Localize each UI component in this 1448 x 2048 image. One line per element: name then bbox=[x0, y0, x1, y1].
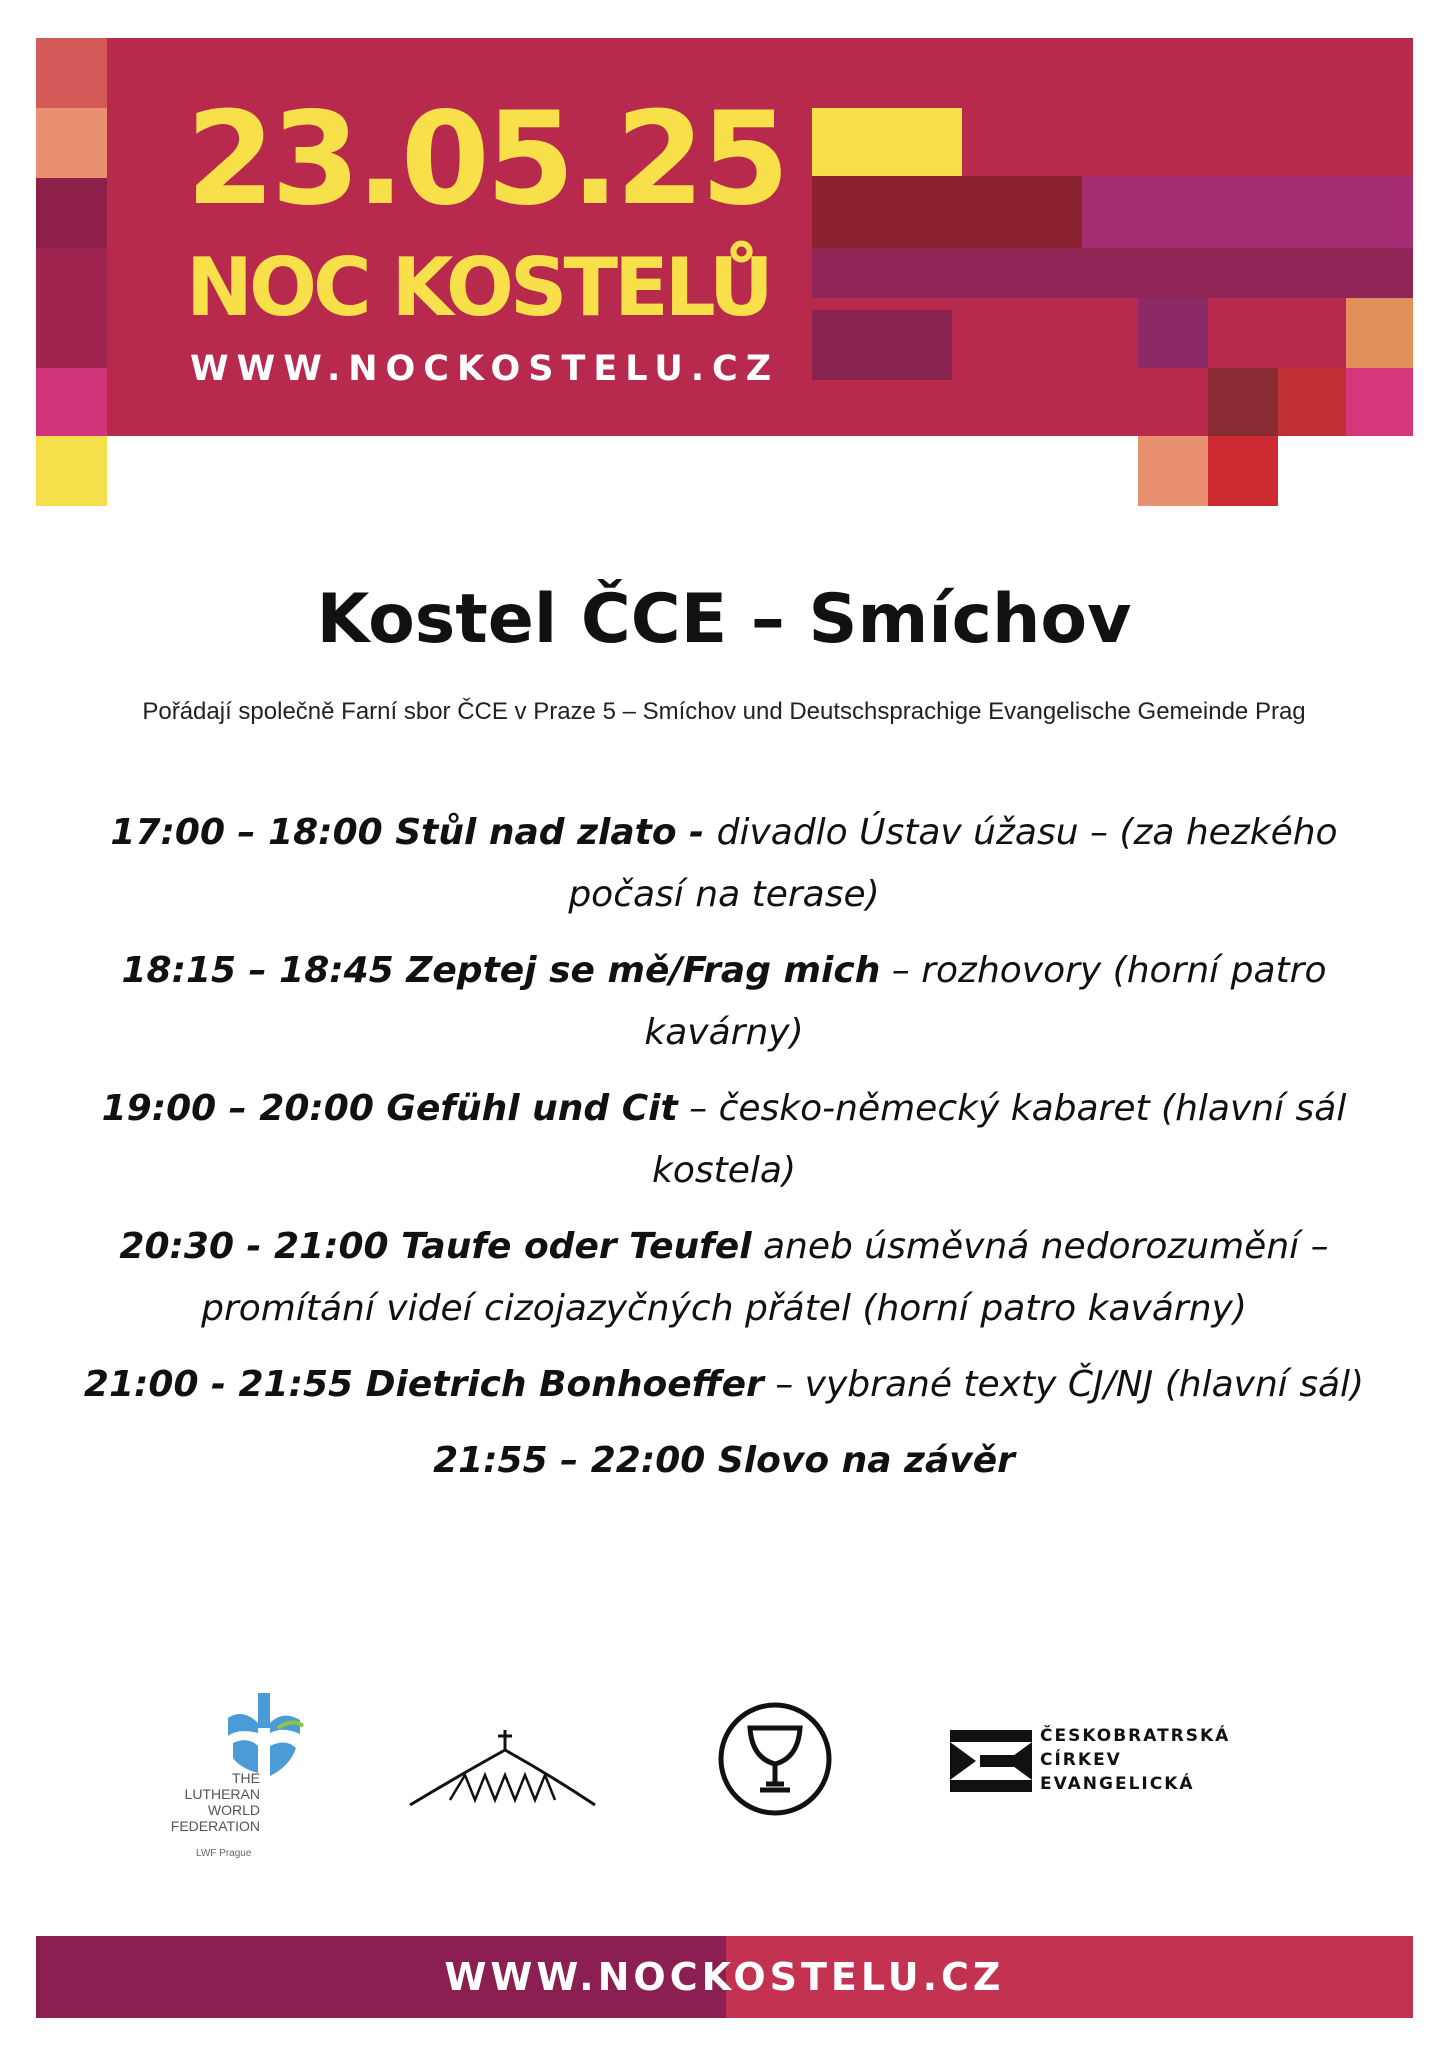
mosaic-square bbox=[1278, 368, 1346, 436]
mosaic-square bbox=[1346, 298, 1413, 368]
footer-url[interactable]: WWW.NOCKOSTELU.CZ bbox=[444, 1955, 1005, 1999]
mosaic-square bbox=[36, 368, 107, 436]
program-item bbox=[60, 1216, 1388, 1340]
page-title: Kostel ČCE – Smíchov bbox=[316, 580, 1132, 659]
program-list bbox=[60, 802, 1388, 1506]
mosaic-square bbox=[812, 310, 952, 380]
program-time-title: 21:00 - 21:55 Dietrich Bonhoeffer bbox=[83, 1364, 764, 1405]
mosaic-square bbox=[1208, 368, 1278, 436]
mosaic-square bbox=[36, 436, 107, 506]
cce-logo-icon bbox=[950, 1730, 1032, 1792]
program-description: aneb úsměvná nedorozumění – promítání videí cizojazyčných přátel (horní patro kavárny) bbox=[201, 1226, 1329, 1329]
lwf-prague-label: LWF Prague bbox=[196, 1848, 252, 1859]
header-url[interactable]: WWW.NOCKOSTELU.CZ bbox=[190, 349, 780, 389]
mosaic-square bbox=[1138, 436, 1208, 506]
program-time-title: 21:55 – 22:00 Slovo na závěr bbox=[433, 1440, 1015, 1481]
church-tent-logo-icon bbox=[400, 1720, 600, 1820]
program-item bbox=[60, 940, 1388, 1064]
mosaic-square bbox=[1082, 176, 1413, 248]
program-description: divadlo Ústav úžasu – (za hezkého počasí na terase) bbox=[568, 812, 1338, 915]
header-banner bbox=[0, 0, 1448, 520]
mosaic-square bbox=[36, 38, 107, 108]
mosaic-square bbox=[1346, 368, 1413, 436]
program-description: – rozhovory (horní patro kavárny) bbox=[644, 950, 1327, 1053]
mosaic-square bbox=[36, 108, 107, 178]
mosaic-square bbox=[1138, 298, 1208, 368]
program-item bbox=[60, 1354, 1388, 1416]
program-item bbox=[60, 1430, 1388, 1492]
mosaic-square bbox=[812, 108, 962, 176]
program-time-title: 19:00 – 20:00 Gefühl und Cit bbox=[101, 1088, 678, 1129]
program-description: – vybrané texty ČJ/NJ (hlavní sál) bbox=[763, 1364, 1365, 1405]
chalice-logo-icon bbox=[716, 1700, 834, 1818]
program-description: – česko-německý kabaret (hlavní sál kostela) bbox=[652, 1088, 1347, 1191]
mosaic-square bbox=[36, 248, 107, 368]
footer-banner bbox=[36, 1936, 1413, 2018]
mosaic-square bbox=[36, 178, 107, 248]
cce-name: ČESKOBRATRSKÁ CÍRKEV EVANGELICKÁ bbox=[1040, 1726, 1231, 1794]
organizers-subtitle: Pořádají společně Farní sbor ČCE v Praze 5 – Smíchov und Deutschsprachige Evangelische Gemeinde Prag bbox=[142, 698, 1306, 725]
event-name: NOC KOSTELŮ bbox=[186, 241, 770, 334]
program-time-title: 18:15 – 18:45 Zeptej se mě/Frag mich bbox=[121, 950, 881, 991]
program-time-title: 17:00 – 18:00 Stůl nad zlato - bbox=[110, 812, 717, 853]
program-item bbox=[60, 1078, 1388, 1202]
program-item bbox=[60, 802, 1388, 926]
program-time-title: 20:30 - 21:00 Taufe oder Teufel bbox=[119, 1226, 752, 1267]
mosaic-square bbox=[812, 248, 1413, 298]
mosaic-square bbox=[812, 176, 1082, 248]
lwf-name: THE LUTHERAN WORLD FEDERATION bbox=[170, 1770, 260, 1834]
event-date: 23.05.25 bbox=[186, 85, 786, 234]
mosaic-square bbox=[1208, 436, 1278, 506]
